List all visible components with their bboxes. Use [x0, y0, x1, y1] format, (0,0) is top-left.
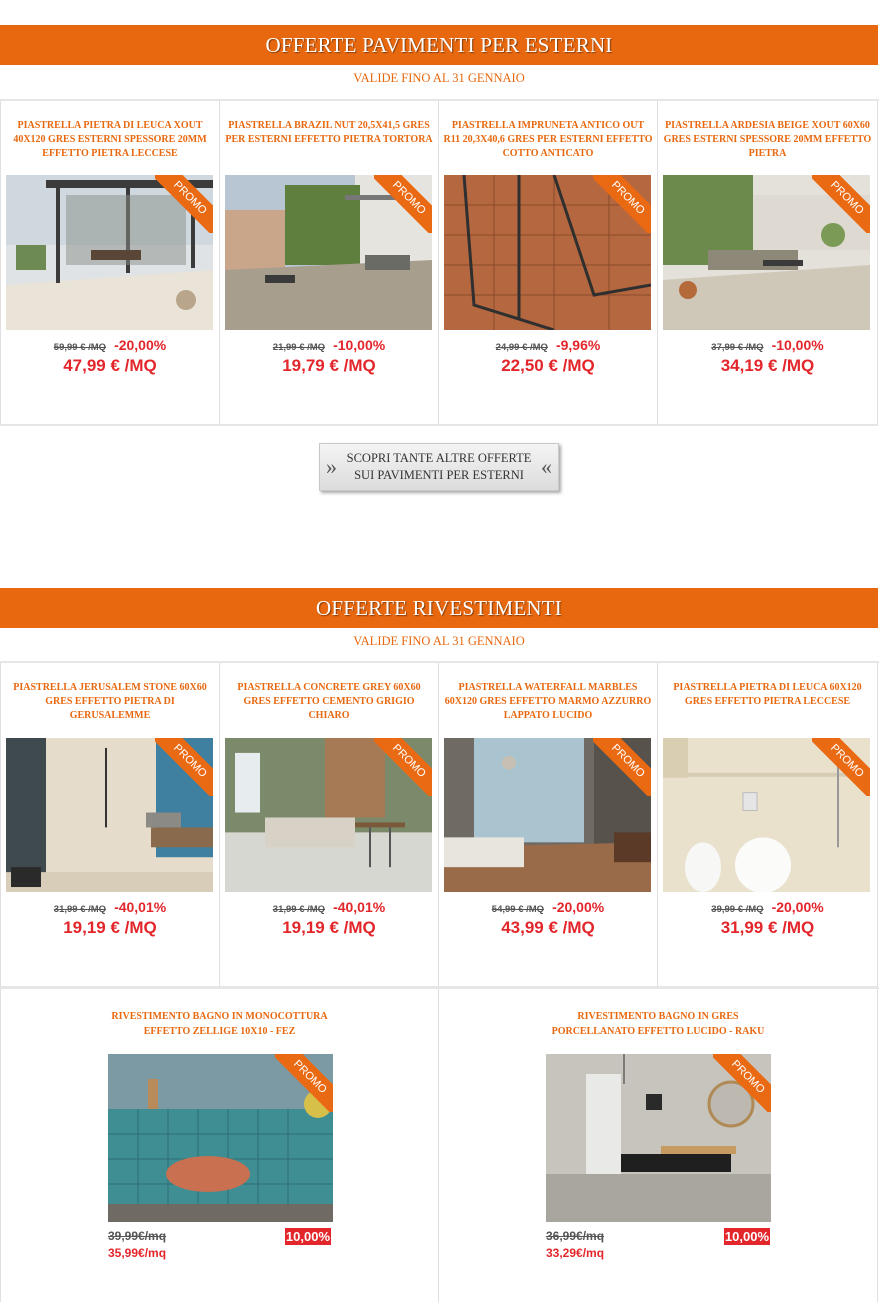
promo-badge: PROMO [374, 175, 432, 233]
discount: -40,01% [333, 899, 386, 915]
current-price: 19,19 € /MQ [63, 918, 157, 937]
section-validity: VALIDE FINO AL 31 GENNAIO [353, 634, 525, 648]
current-price: 43,99 € /MQ [501, 918, 595, 937]
discount: -9,96% [555, 337, 601, 353]
product-title[interactable]: PIASTRELLA PIETRA DI LEUCA XOUT 40X120 GRES ESTERNI SPESSORE 20MM EFFETTO PIETRA LECCESE [13, 120, 207, 159]
old-price: 59,99 € /MQ [53, 342, 107, 353]
product-title[interactable]: RIVESTIMENTO BAGNO IN MONOCOTTURA EFFETTO ZELLIGE 10X10 - FEZ [111, 1011, 328, 1037]
product-grid-wide [0, 987, 879, 1302]
product-image[interactable] [444, 175, 651, 330]
product-card[interactable] [0, 663, 220, 988]
product-image[interactable] [225, 738, 432, 892]
promo-badge: PROMO [374, 738, 432, 796]
product-title[interactable]: PIASTRELLA CONCRETE GREY 60X60 GRES EFFETTO CEMENTO GRIGIO CHIARO [237, 682, 421, 721]
promo-badge: PROMO [155, 738, 213, 796]
current-price: 19,19 € /MQ [282, 918, 376, 937]
current-price: 31,99 € /MQ [720, 918, 815, 937]
section-banner-outdoor-floors: OFFERTE PAVIMENTI PER ESTERNI [0, 25, 878, 65]
product-card[interactable] [438, 663, 658, 988]
more-offers-button[interactable] [319, 443, 559, 491]
double-chevron-left-icon: « [541, 454, 552, 479]
section-validity: VALIDE FINO AL 31 GENNAIO [353, 71, 525, 85]
product-card[interactable] [219, 663, 439, 988]
product-image[interactable] [663, 738, 870, 892]
product-card[interactable] [0, 989, 439, 1302]
product-image[interactable] [6, 175, 213, 330]
product-image[interactable] [108, 1054, 333, 1222]
current-price: 33,29€/mq [546, 1246, 605, 1260]
discount: -20,00% [771, 899, 824, 915]
product-title[interactable]: PIASTRELLA PIETRA DI LEUCA 60X120 GRES EFFETTO PIETRA LECCESE [673, 682, 862, 707]
product-image[interactable] [546, 1054, 771, 1222]
old-price: 31,99 € /MQ [53, 904, 107, 915]
product-title[interactable]: PIASTRELLA WATERFALL MARBLES 60X120 GRES EFFETTO MARMO AZZURRO LAPPATO LUCIDO [444, 682, 652, 721]
current-price: 35,99€/mq [108, 1246, 167, 1260]
product-card[interactable] [438, 989, 878, 1302]
product-title[interactable]: PIASTRELLA JERUSALEM STONE 60X60 GRES EFFETTO PIETRA DI GERUSALEMME [13, 682, 207, 721]
product-grid-outdoor [0, 99, 879, 426]
old-price: 31,99 € /MQ [272, 904, 326, 915]
discount: -20,00% [552, 899, 605, 915]
product-card[interactable] [657, 663, 878, 988]
discount-badge: 10,00% [724, 1229, 769, 1244]
discount: -20,00% [114, 337, 167, 353]
product-title[interactable]: PIASTRELLA BRAZIL NUT 20,5X41,5 GRES PER ESTERNI EFFETTO PIETRA TORTORA [225, 120, 433, 145]
product-card[interactable] [0, 101, 220, 426]
old-price: 54,99 € /MQ [491, 904, 545, 915]
promo-badge: PROMO [275, 1054, 333, 1112]
product-card[interactable] [219, 101, 439, 426]
section-banner-wall-tiles: OFFERTE RIVESTIMENTI [0, 588, 878, 628]
discount: -10,00% [333, 337, 386, 353]
product-grid-wall [0, 661, 879, 988]
product-image[interactable] [6, 738, 213, 892]
double-chevron-right-icon: » [326, 454, 337, 479]
discount: -40,01% [114, 899, 167, 915]
promo-badge: PROMO [812, 175, 870, 233]
product-image[interactable] [225, 175, 432, 330]
old-price: 39,99 € /MQ [711, 904, 764, 915]
product-title[interactable]: RIVESTIMENTO BAGNO IN GRES PORCELLANATO EFFETTO LUCIDO - RAKU [551, 1011, 765, 1037]
promo-badge: PROMO [593, 175, 651, 233]
promo-badge: PROMO [713, 1054, 771, 1112]
old-price: 39,99€/mq [108, 1229, 167, 1243]
current-price: 19,79 € /MQ [282, 356, 376, 375]
old-price: 24,99 € /MQ [495, 342, 548, 353]
promo-badge: PROMO [593, 738, 651, 796]
current-price: 22,50 € /MQ [501, 356, 595, 375]
discount-badge: 10,00% [285, 1229, 330, 1244]
promo-badge: PROMO [155, 175, 213, 233]
old-price: 21,99 € /MQ [272, 342, 326, 353]
product-title[interactable]: PIASTRELLA IMPRUNETA ANTICO OUT R11 20,3X40,6 GRES PER ESTERNI EFFETTO COTTO ANTICATO [443, 120, 653, 159]
old-price: 37,99 € /MQ [711, 342, 764, 353]
promo-badge: PROMO [812, 738, 870, 796]
product-image[interactable] [663, 175, 870, 330]
product-image[interactable] [444, 738, 651, 892]
product-card[interactable] [657, 101, 878, 426]
more-offers-label: SCOPRI TANTE ALTRE OFFERTE SUI PAVIMENTI PER ESTERNI [346, 451, 532, 482]
current-price: 34,19 € /MQ [720, 356, 815, 375]
discount: -10,00% [771, 337, 824, 353]
product-title[interactable]: PIASTRELLA ARDESIA BEIGE XOUT 60X60 GRES ESTERNI SPESSORE 20MM EFFETTO PIETRA [663, 120, 872, 159]
product-card[interactable] [438, 101, 658, 426]
old-price: 36,99€/mq [546, 1229, 605, 1243]
current-price: 47,99 € /MQ [63, 356, 157, 375]
